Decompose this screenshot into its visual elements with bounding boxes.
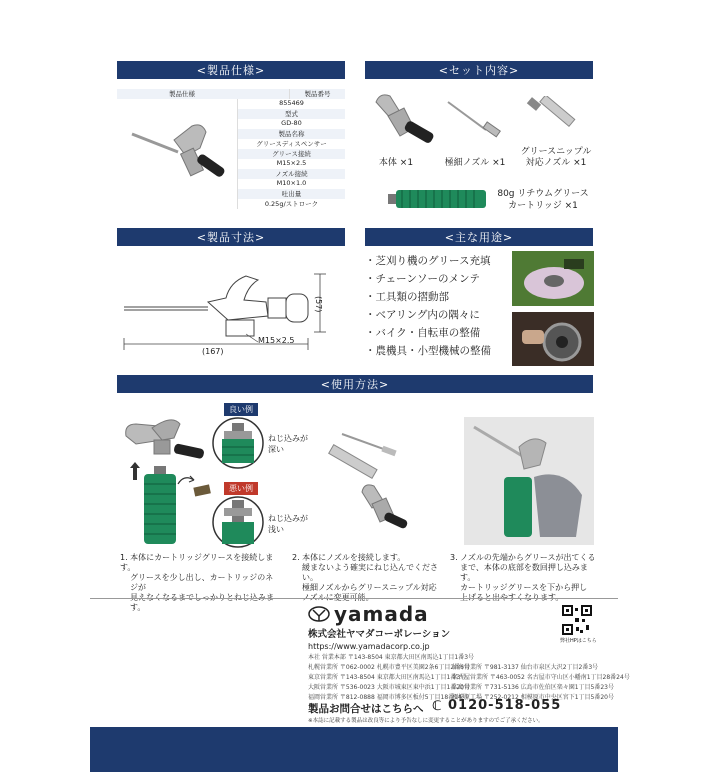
use-photo-lawnmower xyxy=(512,251,594,306)
use-item: ・工具類の摺動部 xyxy=(365,291,449,303)
set-fine-nozzle-image xyxy=(446,98,506,148)
spec-cell: グリース接続 xyxy=(237,149,345,159)
use-item: ・ベアリング内の隅々に xyxy=(365,309,480,321)
spec-cell: 855469 xyxy=(237,99,345,109)
bad-note-1: ねじ込みが xyxy=(268,514,308,523)
step2-line: 2. 本体にノズルを接続します。 xyxy=(292,553,406,562)
section-howto-header: <使用方法> xyxy=(117,375,593,393)
spec-left-head: 製品仕様 xyxy=(169,90,195,98)
dim-thread-label: M15×2.5 xyxy=(258,336,295,345)
set-cartridge-label-2: カートリッジ ×1 xyxy=(508,201,578,211)
spec-cell: 製品名称 xyxy=(237,129,345,139)
office-row xyxy=(452,674,630,684)
section-uses-header: <主な用途> xyxy=(365,228,593,246)
section-set-header: <セット内容> xyxy=(365,61,593,79)
step3-line: カートリッジグリースを下から押し xyxy=(460,583,588,592)
qr-caption: 弊社HPはこちら xyxy=(560,638,597,644)
dim-height-label: (57) xyxy=(314,296,323,313)
office-text: 名古屋営業所 〒463-0052 名古屋市守山区小幡南1丁目28番24号 xyxy=(452,674,630,681)
set-nipple-nozzle-label-1: グリースニップル xyxy=(520,147,592,157)
spec-cell: 型式 xyxy=(237,109,345,119)
office-text: 仙台営業所 〒981-3137 仙台市泉区大沢2丁目2番3号 xyxy=(452,664,599,671)
company-logo-icon xyxy=(308,606,330,622)
spec-cell: GD-80 xyxy=(237,119,345,129)
footer-divider xyxy=(90,598,618,599)
spec-row xyxy=(117,199,345,209)
spec-row xyxy=(117,99,345,109)
step3-line: 3. ノズルの先端からグリースが出てくる xyxy=(450,553,596,562)
phone-icon: ℂ xyxy=(432,699,442,714)
set-cartridge-label-1: 80g リチウムグリース xyxy=(497,189,589,199)
good-example-badge: 良い例 xyxy=(224,403,258,416)
footer-band xyxy=(90,727,618,772)
office-row xyxy=(308,674,467,684)
office-row xyxy=(452,684,614,694)
good-note-1: ねじ込みが xyxy=(268,434,308,443)
office-row xyxy=(308,654,475,664)
company-name: 株式会社ヤマダコーポレーション xyxy=(308,629,451,640)
office-text: 東京営業所 〒143-8504 東京都大田区南馬込1丁目1番3号 xyxy=(308,674,467,681)
office-row xyxy=(308,684,470,694)
set-fine-nozzle-label: 極細ノズル ×1 xyxy=(444,158,506,168)
set-body-label: 本体 ×1 xyxy=(378,158,414,168)
contact-phone: 0120-518-055 xyxy=(448,698,562,713)
set-nipple-nozzle-label-2: 対応ノズル ×1 xyxy=(525,158,587,168)
spec-cell: グリースディスペンサー xyxy=(237,139,345,149)
bad-example-badge: 悪い例 xyxy=(224,482,258,495)
offices-left xyxy=(308,654,475,704)
bad-note-2: 浅い xyxy=(268,525,284,534)
set-body-image xyxy=(370,88,440,158)
dimension-drawing xyxy=(118,262,346,362)
spec-cell: ノズル接続 xyxy=(237,169,345,179)
step2-nozzles-image xyxy=(322,428,412,538)
office-text: 広島営業所 〒731-5136 広島市佐伯区楽々園1丁目5番23号 xyxy=(452,684,614,691)
step2-line: 極細ノズルからグリースニップル対応 xyxy=(302,583,437,592)
use-photo-bike xyxy=(512,312,594,366)
spec-cell: 吐出量 xyxy=(237,189,345,199)
step2-text xyxy=(292,553,452,603)
qr-code-icon xyxy=(562,605,592,635)
office-row xyxy=(452,664,598,674)
curved-arrow-icon xyxy=(176,474,196,486)
spec-cell: M15×2.5 xyxy=(237,159,345,169)
office-row xyxy=(308,664,470,674)
step1-line: グリースを少し出し、カートリッジのネジが xyxy=(130,573,274,592)
use-item: ・農機具・小型機械の整備 xyxy=(365,345,491,357)
section-dims-header: <製品寸法> xyxy=(117,228,345,246)
section-spec-header: <製品仕様> xyxy=(117,61,345,79)
step2-line: 緩まないよう確実にねじ込んでください。 xyxy=(302,563,438,582)
disclaimer: ※本誌に記載する製品は改良等により予告なしに変更することがありますのでご了承ください。 xyxy=(308,718,544,724)
good-example-image xyxy=(212,417,264,469)
contact-label: 製品お問合せはこちらへ xyxy=(308,703,424,715)
set-cartridge-image xyxy=(388,188,488,210)
use-item: ・芝刈り機のグリース充填 xyxy=(365,255,491,267)
step1-line: す。 xyxy=(130,603,146,612)
spec-header-row xyxy=(117,89,345,99)
up-arrow-icon xyxy=(130,462,140,480)
spec-cell: 0.25g/ストローク xyxy=(237,199,345,209)
step1-cartridge-image xyxy=(140,466,180,544)
office-text: 大阪営業所 〒536-0023 大阪市城東区東中浜1丁目1番20号 xyxy=(308,684,470,691)
step3-line: まで、本体の底部を数回押し込みます。 xyxy=(460,563,588,582)
uses-list xyxy=(365,252,491,360)
company-brand: yamada xyxy=(334,602,429,626)
cap-image xyxy=(192,484,214,498)
office-text: 福岡営業所 〒812-0888 福岡市博多区板付5丁目18番14号 xyxy=(308,694,468,701)
use-item: ・バイク・自転車の整備 xyxy=(365,327,481,339)
use-item: ・チェーンソーのメンテ xyxy=(365,273,480,285)
office-text: 本社 営業本部 〒143-8504 東京都大田区南馬込1丁目1番3号 xyxy=(308,654,475,661)
step1-gun-image xyxy=(122,410,212,470)
office-text: 札幌営業所 〒062-0002 札幌市豊平区美園2条6丁目2番6号 xyxy=(308,664,470,671)
step1-line: 1. 本体にカートリッジグリースを接続します。 xyxy=(120,553,274,572)
bad-example-image xyxy=(212,496,264,548)
spec-cell: M10×1.0 xyxy=(237,179,345,189)
spec-cell: 製品番号 xyxy=(289,89,345,99)
office-text: 相模原工場 〒252-0212 相模原市中央区宮下1丁目5番20号 xyxy=(452,694,614,701)
company-url: https://www.yamadacorp.co.jp xyxy=(308,642,430,651)
dim-length-label: (167) xyxy=(202,347,224,356)
good-note-2: 深い xyxy=(268,445,284,454)
step3-text xyxy=(450,553,600,603)
set-nipple-nozzle-image xyxy=(524,96,584,146)
step3-photo xyxy=(464,417,594,545)
spec-product-image xyxy=(130,112,240,192)
step1-text xyxy=(120,553,280,613)
